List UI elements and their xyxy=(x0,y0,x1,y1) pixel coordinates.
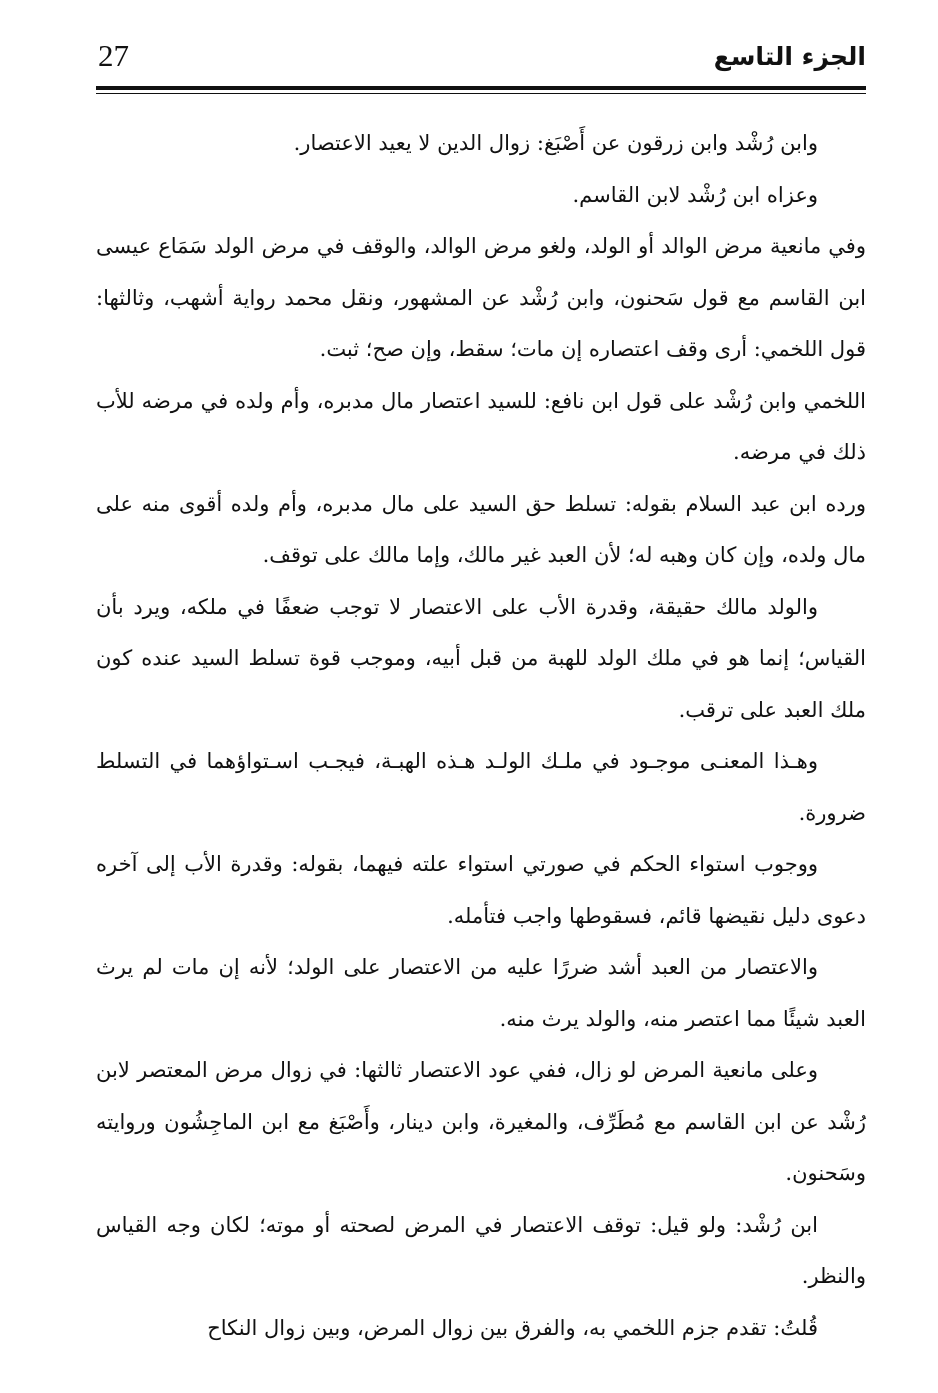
paragraph: وعلى مانعية المرض لو زال، ففي عود الاعتصار ثالثها: في زوال مرض المعتصر لابن رُشْد عن ابن القاسم مع مُطَرِّف، والمغيرة، وابن دينار، وأَصْبَغ مع ابن الماجِشُون وروايته وسَحنون. xyxy=(96,1058,866,1185)
paragraph: وفي مانعية مرض الوالد أو الولد، ولغو مرض الوالد، والوقف في مرض الولد سَمَاع عيسى ابن القاسم مع قول سَحنون، وابن رُشْد عن المشهور، ونقل محمد رواية أشهب، وثالثها: قول اللخمي: أرى وقف اعتصاره إن مات؛ سقط، وإن صح؛ ثبت. xyxy=(96,234,866,361)
body-text xyxy=(96,118,866,1354)
running-title: الجزء التاسع xyxy=(713,42,866,71)
paragraph: وهـذا المعنـى موجـود في ملـك الولـد هـذه الهبـة، فيجـب اسـتواؤهما في التسلط ضرورة. xyxy=(96,749,866,825)
page-number: 27 xyxy=(98,38,129,73)
page-header xyxy=(96,36,866,92)
paragraph: وعزاه ابن رُشْد لابن القاسم. xyxy=(572,182,818,207)
paragraph: ورده ابن عبد السلام بقوله: تسلط حق السيد على مال مدبره، وأم ولده أقوى منه على مال ولده، وإن كان وهبه له؛ لأن العبد غير مالك، وإما مالك على توقف. xyxy=(96,491,866,567)
header-rule-thin xyxy=(96,93,866,94)
header-rule-thick xyxy=(96,86,866,90)
paragraph: ووجوب استواء الحكم في صورتي استواء علته فيهما، بقوله: وقدرة الأب إلى آخره دعوى دليل نقيضها قائم، فسقوطها واجب فتأمله. xyxy=(96,852,866,928)
paragraph: والولد مالك حقيقة، وقدرة الأب على الاعتصار لا توجب ضعفًا في ملكه، ويرد بأن القياس؛ إنما هو في ملك الولد للهبة من قبل أبيه، وموجب قوة تسلط السيد عنده كون ملك العبد على ترقب. xyxy=(96,594,866,722)
paragraph: وابن رُشْد وابن زرقون عن أَصْبَغ: زوال الدين لا يعيد الاعتصار. xyxy=(293,131,818,155)
paragraph: ابن رُشْد: ولو قيل: توقف الاعتصار في المرض لصحته أو موته؛ لكان وجه القياس والنظر. xyxy=(96,1212,866,1288)
paragraph: قُلتُ: تقدم جزم اللخمي به، والفرق بين زوال المرض، وبين زوال النكاح xyxy=(207,1315,818,1340)
paragraph: اللخمي وابن رُشْد على قول ابن نافع: للسيد اعتصار مال مدبره، وأم ولده في مرضه للأب ذلك في مرضه. xyxy=(96,388,866,464)
paragraph: والاعتصار من العبد أشد ضررًا عليه من الاعتصار على الولد؛ لأنه إن مات لم يرث العبد شيئًا مما اعتصر منه، والولد يرث منه. xyxy=(96,955,866,1031)
